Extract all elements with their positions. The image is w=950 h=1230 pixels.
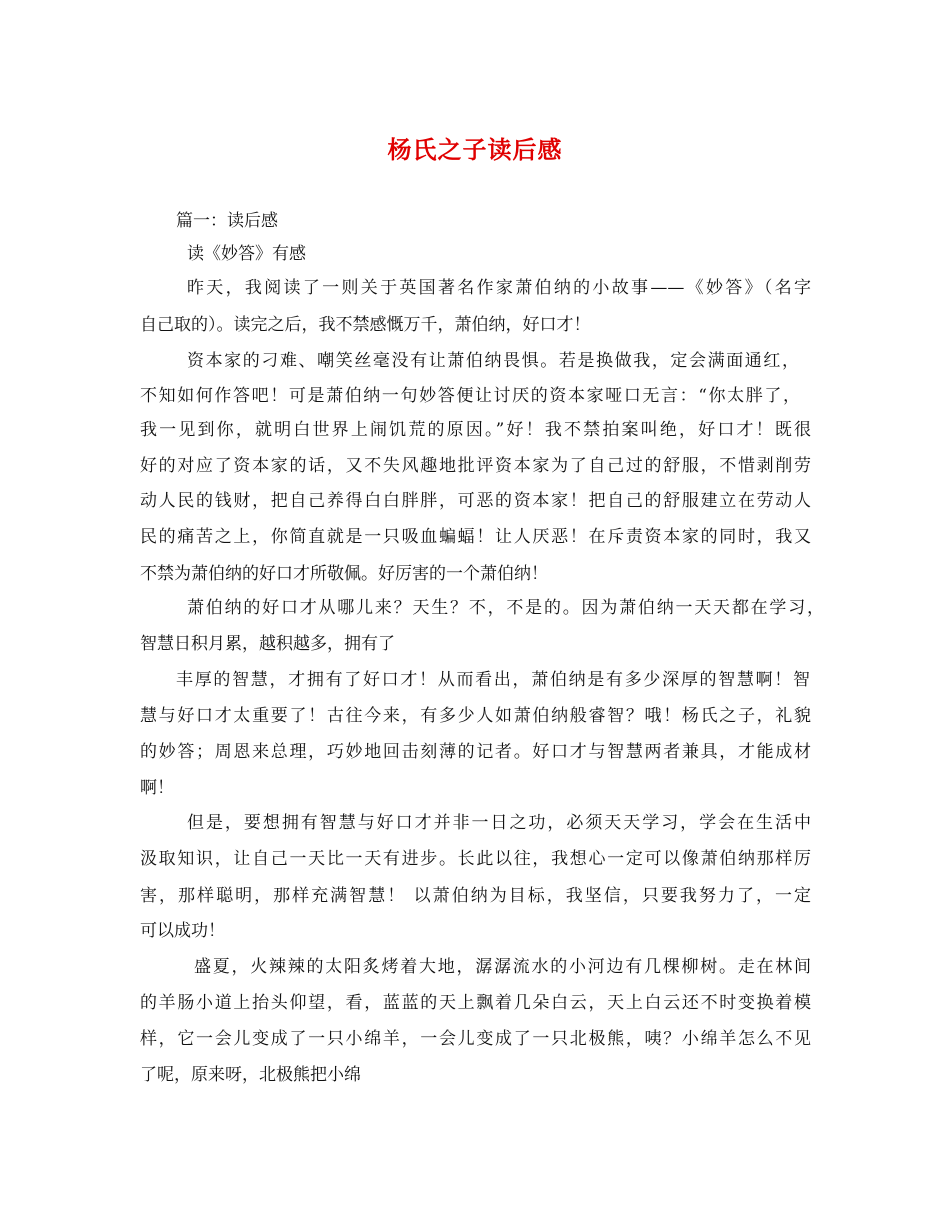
text-line: 可以成功！	[140, 921, 225, 941]
text-line: 的妙答；周恩来总理，巧妙地回击刻薄的记者。好口才与智慧两者兼具，才能成材	[140, 742, 811, 762]
text-line: 资本家的刁难、嘲笑丝毫没有让萧伯纳畏惧。若是换做我，定会满面通红，	[187, 351, 799, 371]
text-line: 不禁为萧伯纳的好口才所敬佩。好厉害的一个萧伯纳！	[140, 564, 548, 584]
text-line: 昨天，我阅读了一则关于英国著名作家萧伯纳的小故事——《妙答》（名字	[187, 278, 811, 298]
document-title: 杨氏之子读后感	[387, 135, 563, 164]
text-line: 汲取知识，让自己一天比一天有进步。长此以往，我想心一定可以像萧伯纳那样厉	[140, 849, 811, 869]
section-heading: 篇一：读后感	[176, 211, 278, 231]
text-line: 民的痛苦之上，你简直就是一只吸血蝙蝠！让人厌恶！在斥责资本家的同时，我又	[140, 527, 811, 547]
essay-subtitle: 读《妙答》有感	[187, 244, 306, 264]
text-line: 丰厚的智慧，才拥有了好口才！从而看出，萧伯纳是有多少深厚的智慧啊！智	[176, 670, 810, 690]
text-line: 盛夏，火辣辣的太阳炙烤着大地，潺潺流水的小河边有几棵柳树。走在林间	[194, 957, 811, 977]
text-line: 害，那样聪明，那样充满智慧！ 以萧伯纳为目标，我坚信，只要我努力了，一定	[140, 886, 811, 906]
text-line: 自己取的）。读完之后，我不禁感慨万千，萧伯纳，好口才！	[140, 315, 591, 335]
text-line: 好的对应了资本家的话，又不失风趣地批评资本家为了自己过的舒服，不惜剥削劳	[140, 456, 811, 476]
text-line: 不知如何作答吧！可是萧伯纳一句妙答便让讨厌的资本家哑口无言：“你太胖了，	[140, 386, 800, 406]
text-line: 但是，要想拥有智慧与好口才并非一日之功，必须天天学习，学会在生活中	[187, 813, 811, 833]
text-line: 动人民的钱财，把自己养得白白胖胖，可恶的资本家！把自己的舒服建立在劳动人	[140, 491, 811, 511]
text-line: 慧与好口才太重要了！古往今来，有多少人如萧伯纳般睿智？哦！杨氏之子，礼貌	[140, 706, 811, 726]
text-line: 智慧日积月累，越积越多，拥有了	[140, 634, 395, 654]
text-line: 样，它一会儿变成了一只小绵羊，一会儿变成了一只北极熊，咦？小绵羊怎么不见	[140, 1029, 811, 1049]
text-line: 萧伯纳的好口才从哪儿来？天生？不，不是的。因为萧伯纳一天天都在学习，	[187, 598, 824, 618]
text-line: 我一见到你，就明白世界上闹饥荒的原因。”好！我不禁拍案叫绝，好口才！既很	[140, 420, 811, 440]
text-line: 啊！	[140, 778, 174, 798]
text-line: 的羊肠小道上抬头仰望，看，蓝蓝的天上飘着几朵白云，天上白云还不时变换着模	[140, 993, 811, 1013]
text-line: 了呢，原来呀，北极熊把小绵	[140, 1065, 361, 1085]
